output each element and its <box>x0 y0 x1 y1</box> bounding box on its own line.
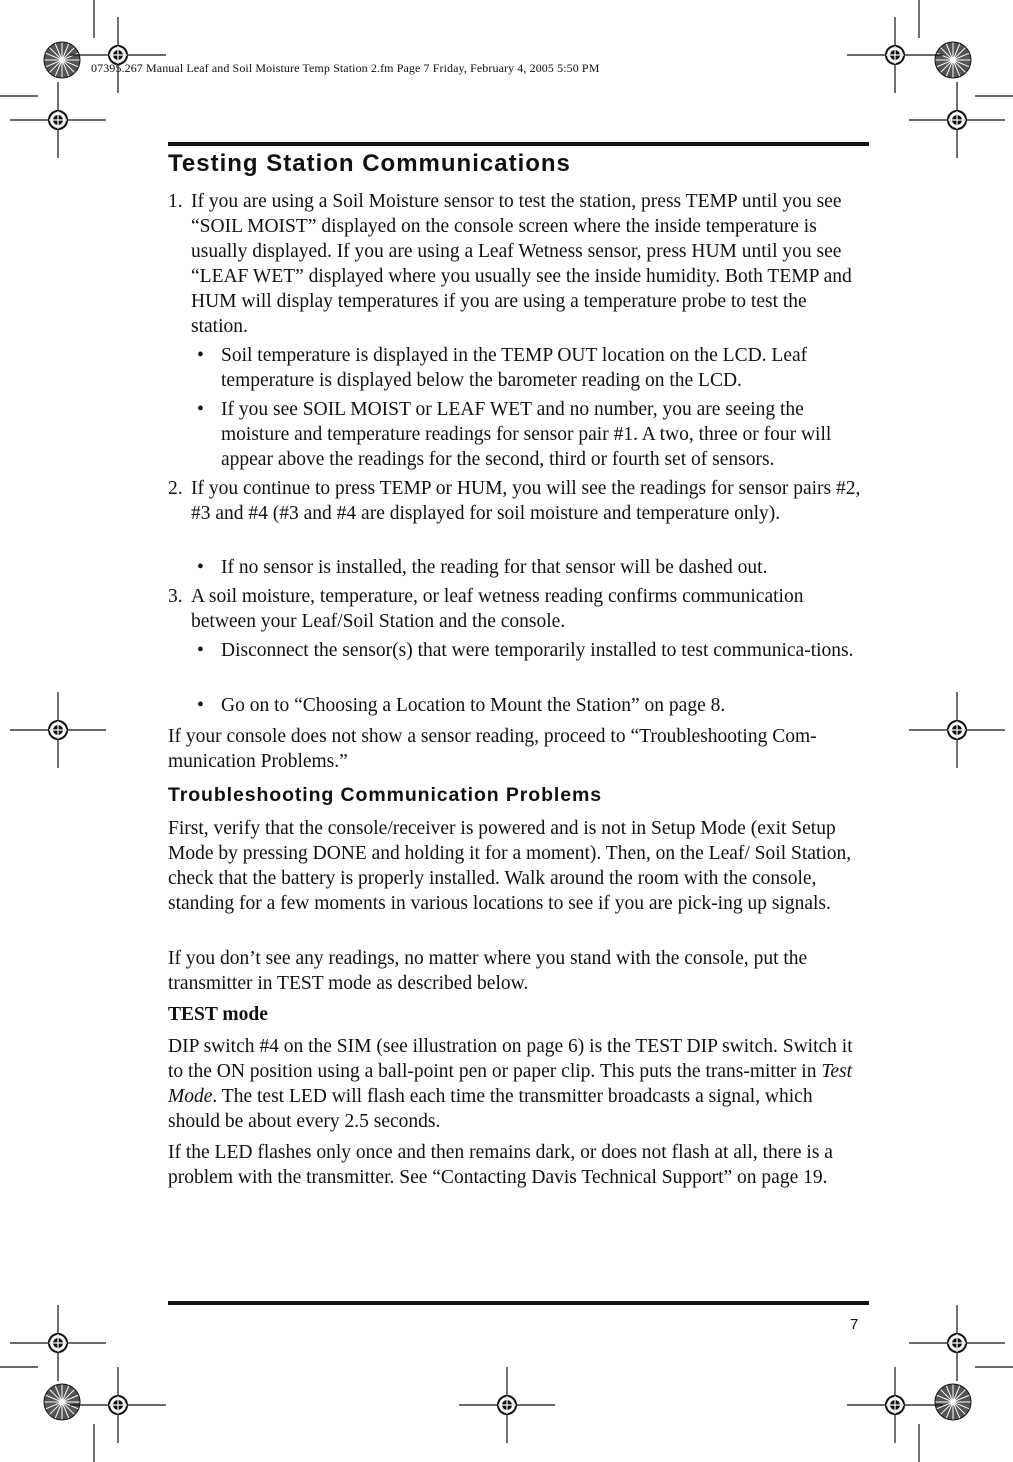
test-mode-term: Test Mode <box>168 1061 853 1107</box>
starburst-bottom-left <box>44 1384 80 1420</box>
bullet-icon: • <box>197 399 204 420</box>
bullet-text: If you see SOIL MOIST or LEAF WET and no number, you are seeing the moisture and temperature readings for sensor pair #1. A two, three or four will appear above the readings for the second, third or fourth set of sensors. <box>221 399 832 470</box>
step-number: 1. <box>168 191 183 212</box>
step-text: A soil moisture, temperature, or leaf wetness reading confirms communication between your Leaf/Soil Station and the console. <box>191 586 804 632</box>
bullet-text: Go on to “Choosing a Location to Mount the Station” on page 8. <box>221 695 726 716</box>
crosshair-top-right <box>847 17 943 93</box>
crosshair-left-upper <box>10 82 106 158</box>
crosshair-right-upper <box>909 82 1005 158</box>
bottom-rule <box>168 1301 869 1305</box>
crosshair-bottom-right <box>847 1367 943 1443</box>
crosshair-left-middle <box>10 692 106 768</box>
paragraph-led: If the LED flashes only once and then remains dark, or does not flash at all, there is a problem with the transmitter. See “Contacting Davis Technical Support” on page 19. <box>168 1142 833 1188</box>
crosshair-left-lower <box>10 1305 106 1381</box>
crosshair-bottom-center <box>459 1367 555 1443</box>
crosshair-right-middle <box>909 692 1005 768</box>
dip-text-start: DIP switch #4 on the SIM (see illustration on page 6) is the TEST DIP switch. Switch it to the ON position using a ball-point pen or paper clip. This puts the trans-mitter in <box>168 1036 853 1082</box>
test-mode-heading: TEST mode <box>168 1004 268 1025</box>
bullet-icon: • <box>197 557 204 578</box>
paragraph-verify: First, verify that the console/receiver is powered and is not in Setup Mode (exit Setup Mode by pressing DONE and holding it for a moment). Then, on the Leaf/ Soil Station, check that the battery is properly installed. Walk around the room with the console, standing for a few moments in various locations to see if you are pick-ing up signals. <box>168 818 852 914</box>
bullet-text: Soil temperature is displayed in the TEMP OUT location on the LCD. Leaf temperature is displayed below the barometer reading on the LCD. <box>221 345 808 391</box>
dip-text-end: . The test LED will flash each time the transmitter broadcasts a signal, which should be about every 2.5 seconds. <box>168 1086 813 1132</box>
paragraph-no-readings: If you don’t see any readings, no matter where you stand with the console, put the transmitter in TEST mode as described below. <box>168 948 808 994</box>
top-rule <box>168 142 869 146</box>
bullet-icon: • <box>197 695 204 716</box>
print-header-line: 07395.267 Manual Leaf and Soil Moisture Temp Station 2.fm Page 7 Friday, February 4, 2005 5:50 PM <box>91 61 600 75</box>
crosshair-right-lower <box>909 1305 1005 1381</box>
step-text: If you continue to press TEMP or HUM, you will see the readings for sensor pairs #2, #3 and #4 (#3 and #4 are displayed for soil moisture and temperature only). <box>191 478 861 524</box>
crosshair-top-left <box>70 17 166 93</box>
starburst-bottom-right <box>935 1384 971 1420</box>
starburst-top-right <box>935 42 971 78</box>
bullet-text: Disconnect the sensor(s) that were temporarily installed to test communica-tions. <box>221 640 854 661</box>
paragraph-dip-switch <box>168 1034 868 1134</box>
bullet-icon: • <box>197 345 204 366</box>
crosshair-bottom-left <box>70 1367 166 1443</box>
bullet-icon: • <box>197 640 204 661</box>
step-number: 3. <box>168 586 183 607</box>
starburst-top-left <box>44 42 80 78</box>
step-text: If you are using a Soil Moisture sensor to test the station, press TEMP until you see “SOIL MOIST” displayed on the console screen where the inside temperature is usually displayed. If you are using a Leaf Wetness sensor, press HUM until you see “LEAF WET” displayed where you usually see the inside humidity. Both TEMP and HUM will display temperatures if you are using a temperature probe to test the station. <box>191 191 852 337</box>
section-heading-troubleshooting: Troubleshooting Communication Problems <box>168 784 602 806</box>
page-number: 7 <box>850 1316 859 1333</box>
step-number: 2. <box>168 478 183 499</box>
paragraph-proceed: If your console does not show a sensor reading, proceed to “Troubleshooting Com-munication Problems.” <box>168 726 817 772</box>
bullet-text: If no sensor is installed, the reading for that sensor will be dashed out. <box>221 557 768 578</box>
section-heading-testing: Testing Station Communications <box>168 150 571 177</box>
